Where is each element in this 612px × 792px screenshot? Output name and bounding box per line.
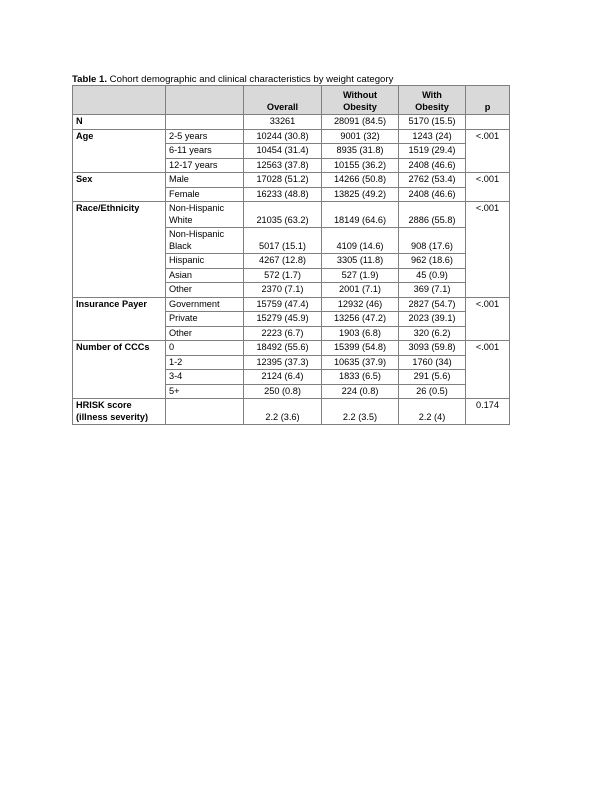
header-without-line1: Without xyxy=(342,90,378,100)
overall-cell: 15759 (47.4) xyxy=(244,297,322,312)
without-obesity-cell: 8935 (31.8) xyxy=(322,144,399,159)
category-cell: Female xyxy=(166,187,244,202)
overall-cell: 2124 (6.4) xyxy=(244,370,322,385)
without-obesity-cell: 2.2 (3.5) xyxy=(322,399,399,425)
variable-cell: Insurance Payer xyxy=(73,297,166,341)
header-overall: Overall xyxy=(244,86,322,115)
header-with-obesity xyxy=(399,86,466,115)
table-row xyxy=(73,115,510,130)
category-cell: 3-4 xyxy=(166,370,244,385)
without-obesity-cell: 14266 (50.8) xyxy=(322,173,399,188)
overall-cell: 10454 (31.4) xyxy=(244,144,322,159)
category-cell: Non-Hispanic White xyxy=(166,202,244,228)
overall-cell: 33261 xyxy=(244,115,322,130)
overall-cell: 17028 (51.2) xyxy=(244,173,322,188)
with-obesity-cell: 1760 (34) xyxy=(399,355,466,370)
overall-cell: 10244 (30.8) xyxy=(244,129,322,144)
category-cell: Asian xyxy=(166,268,244,283)
overall-cell: 2.2 (3.6) xyxy=(244,399,322,425)
with-obesity-cell: 962 (18.6) xyxy=(399,254,466,269)
p-value-cell: 0.174 xyxy=(466,399,510,425)
without-obesity-cell: 10155 (36.2) xyxy=(322,158,399,173)
category-cell xyxy=(166,115,244,130)
variable-cell: Number of CCCs xyxy=(73,341,166,399)
variable-cell: Age xyxy=(73,129,166,173)
p-value-cell: <.001 xyxy=(466,297,510,341)
with-obesity-cell: 2.2 (4) xyxy=(399,399,466,425)
category-cell: Government xyxy=(166,297,244,312)
p-value-cell: <.001 xyxy=(466,202,510,298)
with-obesity-cell: 908 (17.6) xyxy=(399,228,466,254)
without-obesity-cell: 527 (1.9) xyxy=(322,268,399,283)
variable-cell: Race/Ethnicity xyxy=(73,202,166,298)
without-obesity-cell: 9001 (32) xyxy=(322,129,399,144)
header-with-line2: Obesity xyxy=(415,101,449,112)
without-obesity-cell: 28091 (84.5) xyxy=(322,115,399,130)
overall-cell: 572 (1.7) xyxy=(244,268,322,283)
without-obesity-cell: 13256 (47.2) xyxy=(322,312,399,327)
header-without-obesity xyxy=(322,86,399,115)
table-body xyxy=(73,115,510,425)
table-header-row xyxy=(73,86,510,115)
caption-text: Cohort demographic and clinical characteristics by weight category xyxy=(107,74,394,85)
table-row xyxy=(73,341,510,356)
without-obesity-cell: 3305 (11.8) xyxy=(322,254,399,269)
without-obesity-cell: 18149 (64.6) xyxy=(322,202,399,228)
p-value-cell xyxy=(466,115,510,130)
with-obesity-cell: 2827 (54.7) xyxy=(399,297,466,312)
category-cell xyxy=(166,399,244,425)
category-cell: 5+ xyxy=(166,384,244,399)
overall-cell: 18492 (55.6) xyxy=(244,341,322,356)
table-row xyxy=(73,129,510,144)
header-blank-variable xyxy=(73,86,166,115)
category-cell: 12-17 years xyxy=(166,158,244,173)
overall-cell: 2370 (7.1) xyxy=(244,283,322,298)
without-obesity-cell: 1833 (6.5) xyxy=(322,370,399,385)
with-obesity-cell: 320 (6.2) xyxy=(399,326,466,341)
table-row xyxy=(73,399,510,425)
overall-cell: 250 (0.8) xyxy=(244,384,322,399)
category-cell: Non-Hispanic Black xyxy=(166,228,244,254)
category-cell: Private xyxy=(166,312,244,327)
with-obesity-cell: 2886 (55.8) xyxy=(399,202,466,228)
category-cell: 6-11 years xyxy=(166,144,244,159)
table-row xyxy=(73,297,510,312)
with-obesity-cell: 1519 (29.4) xyxy=(399,144,466,159)
without-obesity-cell: 10635 (37.9) xyxy=(322,355,399,370)
without-obesity-cell: 15399 (54.8) xyxy=(322,341,399,356)
with-obesity-cell: 1243 (24) xyxy=(399,129,466,144)
category-cell: Hispanic xyxy=(166,254,244,269)
characteristics-table xyxy=(72,85,510,425)
without-obesity-cell: 4109 (14.6) xyxy=(322,228,399,254)
p-value-cell: <.001 xyxy=(466,341,510,399)
with-obesity-cell: 2762 (53.4) xyxy=(399,173,466,188)
without-obesity-cell: 2001 (7.1) xyxy=(322,283,399,298)
without-obesity-cell: 1903 (6.8) xyxy=(322,326,399,341)
table-row xyxy=(73,173,510,188)
category-cell: Other xyxy=(166,326,244,341)
category-cell: 0 xyxy=(166,341,244,356)
header-blank-category xyxy=(166,86,244,115)
variable-cell: Sex xyxy=(73,173,166,202)
with-obesity-cell: 3093 (59.8) xyxy=(399,341,466,356)
table-caption xyxy=(72,74,393,85)
without-obesity-cell: 224 (0.8) xyxy=(322,384,399,399)
with-obesity-cell: 26 (0.5) xyxy=(399,384,466,399)
without-obesity-cell: 13825 (49.2) xyxy=(322,187,399,202)
with-obesity-cell: 2023 (39.1) xyxy=(399,312,466,327)
with-obesity-cell: 2408 (46.6) xyxy=(399,187,466,202)
header-p-value: p xyxy=(466,86,510,115)
overall-cell: 5017 (15.1) xyxy=(244,228,322,254)
without-obesity-cell: 12932 (46) xyxy=(322,297,399,312)
overall-cell: 4267 (12.8) xyxy=(244,254,322,269)
overall-cell: 2223 (6.7) xyxy=(244,326,322,341)
overall-cell: 16233 (48.8) xyxy=(244,187,322,202)
category-cell: Other xyxy=(166,283,244,298)
header-with-line1: With xyxy=(422,90,442,100)
overall-cell: 12395 (37.3) xyxy=(244,355,322,370)
with-obesity-cell: 5170 (15.5) xyxy=(399,115,466,130)
variable-cell: N xyxy=(73,115,166,130)
with-obesity-cell: 2408 (46.6) xyxy=(399,158,466,173)
with-obesity-cell: 291 (5.6) xyxy=(399,370,466,385)
variable-cell: HRISK score (illness severity) xyxy=(73,399,166,425)
category-cell: 1-2 xyxy=(166,355,244,370)
with-obesity-cell: 45 (0.9) xyxy=(399,268,466,283)
p-value-cell: <.001 xyxy=(466,129,510,173)
p-value-cell: <.001 xyxy=(466,173,510,202)
caption-label: Table 1. xyxy=(72,74,108,85)
overall-cell: 12563 (37.8) xyxy=(244,158,322,173)
category-cell: 2-5 years xyxy=(166,129,244,144)
with-obesity-cell: 369 (7.1) xyxy=(399,283,466,298)
category-cell: Male xyxy=(166,173,244,188)
overall-cell: 21035 (63.2) xyxy=(244,202,322,228)
overall-cell: 15279 (45.9) xyxy=(244,312,322,327)
header-without-line2: Obesity xyxy=(343,101,377,112)
table-row xyxy=(73,202,510,228)
